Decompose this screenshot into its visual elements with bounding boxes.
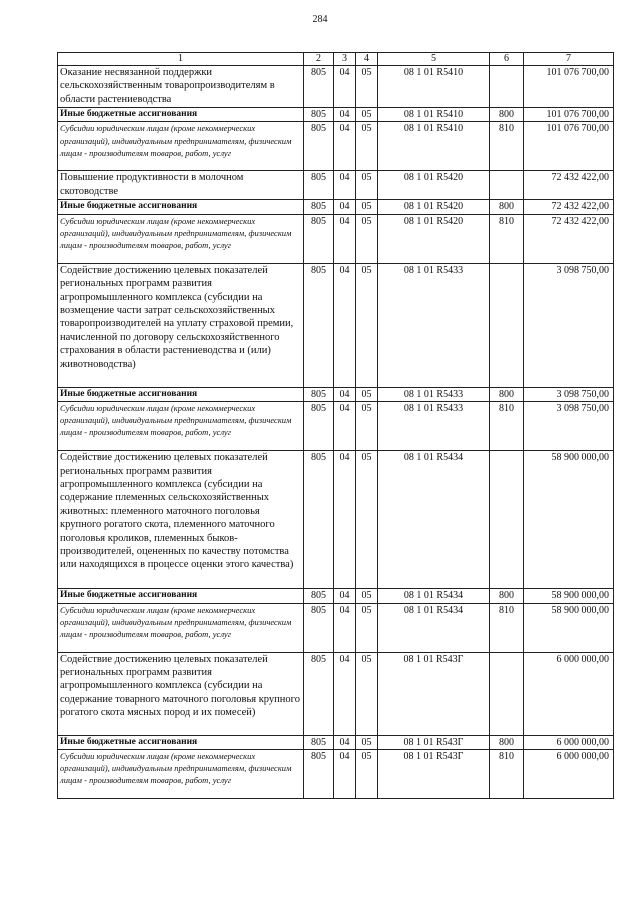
table-row	[58, 750, 614, 799]
budget-table	[57, 52, 614, 799]
row-name: Иные бюджетные ассигнования	[58, 735, 304, 749]
table-row	[58, 387, 614, 401]
row-name: Иные бюджетные ассигнования	[58, 200, 304, 214]
expense-type-code	[490, 66, 524, 108]
column-number: 1	[58, 53, 304, 66]
target-article-code: 08 1 01 R5434	[378, 451, 490, 589]
amount: 72 432 422,00	[524, 200, 614, 214]
expense-type-code	[490, 263, 524, 387]
ministry-code: 805	[304, 451, 334, 589]
subsection-code: 05	[356, 171, 378, 200]
ministry-code: 805	[304, 652, 334, 735]
expense-type-code: 800	[490, 108, 524, 122]
table-row	[58, 214, 614, 263]
row-name: Оказание несвязанной поддержки сельскохозяйственным товаропроизводителям в области растениеводства	[58, 66, 304, 108]
target-article-code: 08 1 01 R5410	[378, 108, 490, 122]
row-name: Субсидии юридическим лицам (кроме некоммерческих организаций), индивидуальным предпринимателям, физическим лицам - производителям товаров, работ, услуг	[58, 750, 304, 799]
subsection-code: 05	[356, 387, 378, 401]
table-row	[58, 603, 614, 652]
subsection-code: 05	[356, 735, 378, 749]
ministry-code: 805	[304, 214, 334, 263]
amount: 58 900 000,00	[524, 451, 614, 589]
section-code: 04	[334, 402, 356, 451]
target-article-code: 08 1 01 R5433	[378, 263, 490, 387]
section-code: 04	[334, 214, 356, 263]
subsection-code: 05	[356, 122, 378, 171]
amount: 3 098 750,00	[524, 263, 614, 387]
table-row	[58, 402, 614, 451]
row-name: Содействие достижению целевых показателей региональных программ развития агропромышленного комплекса (субсидии на возмещение части затрат сельскохозяйственных товаропроизводителей на уплату страховой премии, начисленной по договору сельскохозяйственного страхования в области растениеводства и (или) животноводства)	[58, 263, 304, 387]
subsection-code: 05	[356, 402, 378, 451]
row-name: Иные бюджетные ассигнования	[58, 387, 304, 401]
column-number: 4	[356, 53, 378, 66]
table-row	[58, 652, 614, 735]
section-code: 04	[334, 735, 356, 749]
amount: 6 000 000,00	[524, 652, 614, 735]
expense-type-code	[490, 652, 524, 735]
table-row	[58, 451, 614, 589]
table-row	[58, 108, 614, 122]
section-code: 04	[334, 387, 356, 401]
table-row	[58, 171, 614, 200]
target-article-code: 08 1 01 R543Г	[378, 750, 490, 799]
ministry-code: 805	[304, 66, 334, 108]
table-row	[58, 735, 614, 749]
column-number: 2	[304, 53, 334, 66]
ministry-code: 805	[304, 263, 334, 387]
ministry-code: 805	[304, 122, 334, 171]
target-article-code: 08 1 01 R5433	[378, 402, 490, 451]
target-article-code: 08 1 01 R543Г	[378, 652, 490, 735]
amount: 3 098 750,00	[524, 387, 614, 401]
subsection-code: 05	[356, 750, 378, 799]
column-number: 3	[334, 53, 356, 66]
expense-type-code	[490, 171, 524, 200]
row-name: Повышение продуктивности в молочном скотоводстве	[58, 171, 304, 200]
section-code: 04	[334, 66, 356, 108]
ministry-code: 805	[304, 735, 334, 749]
row-name: Субсидии юридическим лицам (кроме некоммерческих организаций), индивидуальным предпринимателям, физическим лицам - производителям товаров, работ, услуг	[58, 402, 304, 451]
section-code: 04	[334, 263, 356, 387]
amount: 72 432 422,00	[524, 171, 614, 200]
subsection-code: 05	[356, 66, 378, 108]
subsection-code: 05	[356, 263, 378, 387]
section-code: 04	[334, 589, 356, 603]
amount: 101 076 700,00	[524, 122, 614, 171]
target-article-code: 08 1 01 R5410	[378, 122, 490, 171]
target-article-code: 08 1 01 R5434	[378, 589, 490, 603]
column-number: 6	[490, 53, 524, 66]
expense-type-code: 800	[490, 387, 524, 401]
section-code: 04	[334, 200, 356, 214]
subsection-code: 05	[356, 589, 378, 603]
column-number: 7	[524, 53, 614, 66]
page-number: 284	[312, 14, 328, 25]
expense-type-code: 810	[490, 402, 524, 451]
section-code: 04	[334, 652, 356, 735]
section-code: 04	[334, 108, 356, 122]
amount: 72 432 422,00	[524, 214, 614, 263]
subsection-code: 05	[356, 652, 378, 735]
target-article-code: 08 1 01 R543Г	[378, 735, 490, 749]
amount: 58 900 000,00	[524, 603, 614, 652]
target-article-code: 08 1 01 R5410	[378, 66, 490, 108]
expense-type-code: 810	[490, 214, 524, 263]
ministry-code: 805	[304, 603, 334, 652]
row-name: Содействие достижению целевых показателей региональных программ развития агропромышленного комплекса (субсидии на содержание товарного маточного поголовья крупного рогатого скота мясных пород и их помесей)	[58, 652, 304, 735]
target-article-code: 08 1 01 R5420	[378, 171, 490, 200]
expense-type-code: 800	[490, 200, 524, 214]
table-row	[58, 66, 614, 108]
column-number: 5	[378, 53, 490, 66]
target-article-code: 08 1 01 R5434	[378, 603, 490, 652]
amount: 101 076 700,00	[524, 108, 614, 122]
table-row	[58, 589, 614, 603]
ministry-code: 805	[304, 108, 334, 122]
table-row	[58, 122, 614, 171]
expense-type-code: 810	[490, 122, 524, 171]
ministry-code: 805	[304, 387, 334, 401]
ministry-code: 805	[304, 750, 334, 799]
amount: 3 098 750,00	[524, 402, 614, 451]
ministry-code: 805	[304, 200, 334, 214]
row-name: Содействие достижению целевых показателей региональных программ развития агропромышленного комплекса (субсидии на содержание племенных сельскохозяйственных животных: племенного маточного поголовья крупного рогатого скота, племенного маточного поголовья кроликов, племенных быков-производителей, оцененных по качеству потомства или находящихся в процессе оценки этого качества)	[58, 451, 304, 589]
expense-type-code: 800	[490, 735, 524, 749]
row-name: Иные бюджетные ассигнования	[58, 589, 304, 603]
expense-type-code	[490, 451, 524, 589]
target-article-code: 08 1 01 R5420	[378, 200, 490, 214]
target-article-code: 08 1 01 R5433	[378, 387, 490, 401]
section-code: 04	[334, 750, 356, 799]
section-code: 04	[334, 603, 356, 652]
expense-type-code: 800	[490, 589, 524, 603]
amount: 6 000 000,00	[524, 735, 614, 749]
table-row	[58, 263, 614, 387]
column-number-row	[58, 53, 614, 66]
row-name: Субсидии юридическим лицам (кроме некоммерческих организаций), индивидуальным предпринимателям, физическим лицам - производителям товаров, работ, услуг	[58, 214, 304, 263]
table-row	[58, 200, 614, 214]
subsection-code: 05	[356, 451, 378, 589]
ministry-code: 805	[304, 402, 334, 451]
subsection-code: 05	[356, 214, 378, 263]
section-code: 04	[334, 171, 356, 200]
amount: 58 900 000,00	[524, 589, 614, 603]
row-name: Субсидии юридическим лицам (кроме некоммерческих организаций), индивидуальным предпринимателям, физическим лицам - производителям товаров, работ, услуг	[58, 603, 304, 652]
subsection-code: 05	[356, 108, 378, 122]
expense-type-code: 810	[490, 750, 524, 799]
section-code: 04	[334, 451, 356, 589]
expense-type-code: 810	[490, 603, 524, 652]
subsection-code: 05	[356, 200, 378, 214]
row-name: Иные бюджетные ассигнования	[58, 108, 304, 122]
amount: 6 000 000,00	[524, 750, 614, 799]
row-name: Субсидии юридическим лицам (кроме некоммерческих организаций), индивидуальным предпринимателям, физическим лицам - производителям товаров, работ, услуг	[58, 122, 304, 171]
ministry-code: 805	[304, 589, 334, 603]
amount: 101 076 700,00	[524, 66, 614, 108]
subsection-code: 05	[356, 603, 378, 652]
ministry-code: 805	[304, 171, 334, 200]
section-code: 04	[334, 122, 356, 171]
target-article-code: 08 1 01 R5420	[378, 214, 490, 263]
